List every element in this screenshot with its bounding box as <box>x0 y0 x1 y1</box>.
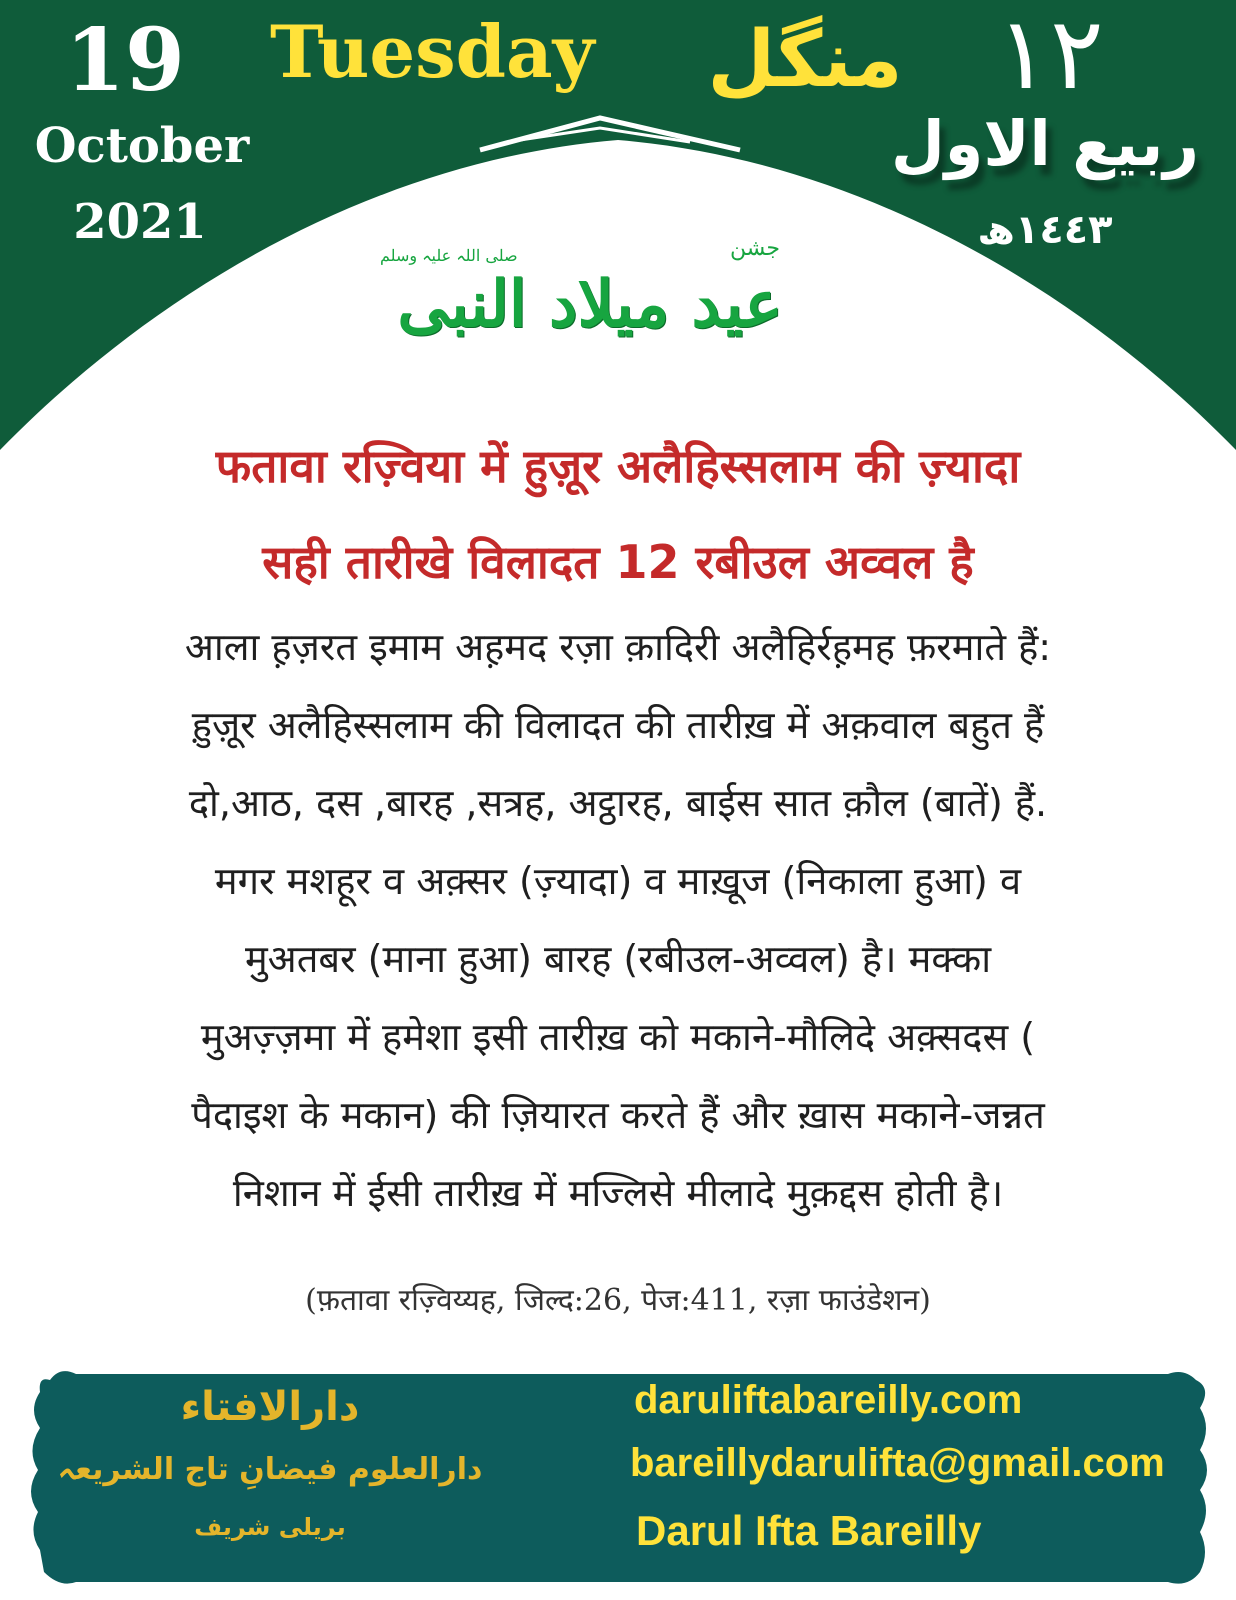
website-link[interactable]: daruliftabareilly.com <box>634 1378 1023 1422</box>
calligraphy-jashn: جشن <box>730 236 780 261</box>
body-line-4: मगर मशहूर व अक़्सर (ज़्यादा) व माख़ूज (निकाला हुआ) व <box>214 859 1022 903</box>
gregorian-year: 2021 <box>73 194 207 250</box>
headline <box>60 418 1176 610</box>
eid-milad-calligraphy <box>360 230 820 370</box>
body-line-1: आला ह़ज़रत इमाम अह़मद रज़ा क़ादिरी अलैहिर्रह़मह फ़रमाते हैं: <box>184 625 1052 669</box>
headline-line-2: सही तारीखे विलादत 12 रबीउल अव्वल है <box>262 535 974 589</box>
body-line-3: दो,आठ, दस ,बारह ,सत्रह, अट्ठारह, बाईस सात क़ौल (बातें) हैं. <box>188 781 1048 825</box>
hijri-day: ١٢ <box>996 0 1104 112</box>
body-line-2: ह़ुज़ूर अलैहिस्सलाम की विलादत की तारीख़ में अक़वाल बहुत हैं <box>191 703 1045 747</box>
body-line-5: मुअतबर (माना हुआ) बारह (रबीउल-अव्वल) है। मक्का <box>244 937 992 981</box>
calligraphy-salutation: صلی اللہ علیہ وسلم <box>380 246 518 265</box>
headline-line-1: फतावा रज़्विया में हुज़ूर अलैहिस्सलाम की ज़्यादा <box>215 439 1021 493</box>
footer-urdu-city: بریلی شریف <box>194 1513 346 1541</box>
footer-urdu-title: دارالافتاء <box>180 1384 360 1430</box>
body-line-6: मुअज़्ज़मा में हमेशा इसी तारीख़ को मकाने-मौलिदे अक़्सदस ( <box>200 1015 1036 1059</box>
gregorian-day: 19 <box>65 10 185 111</box>
weekday-urdu: منگل <box>707 15 903 105</box>
body-paragraph <box>30 608 1206 1232</box>
hijri-month: ربیع الاول <box>891 107 1199 180</box>
footer-urdu-institution: دارالعلوم فیضانِ تاج الشریعہ <box>57 1452 483 1487</box>
footer-urdu-block <box>30 1376 510 1552</box>
reference-citation: (फ़तावा रज़्विय्यह, जिल्द:26, पेज:411, रज़ा फाउंडेशन) <box>305 1283 931 1318</box>
footer-contact-block <box>620 1372 1220 1564</box>
organization-name: Darul Ifta Bareilly <box>636 1507 982 1554</box>
hijri-year: ١٤٤٣ھ <box>977 207 1113 253</box>
weekday-english: Tuesday <box>270 9 595 94</box>
gregorian-month: October <box>34 118 250 174</box>
email-link[interactable]: bareillydarulifta@gmail.com <box>630 1441 1165 1485</box>
body-line-8: निशान में ईसी तारीख़ में मज्लिसे मीलादे मुक़द्दस होती है। <box>232 1171 1004 1215</box>
body-line-7: पैदाइश के मकान) की ज़ियारत करते हैं और ख़ास मकाने-जन्नत <box>191 1093 1045 1137</box>
calligraphy-main: عید میلاد النبی <box>397 267 783 342</box>
